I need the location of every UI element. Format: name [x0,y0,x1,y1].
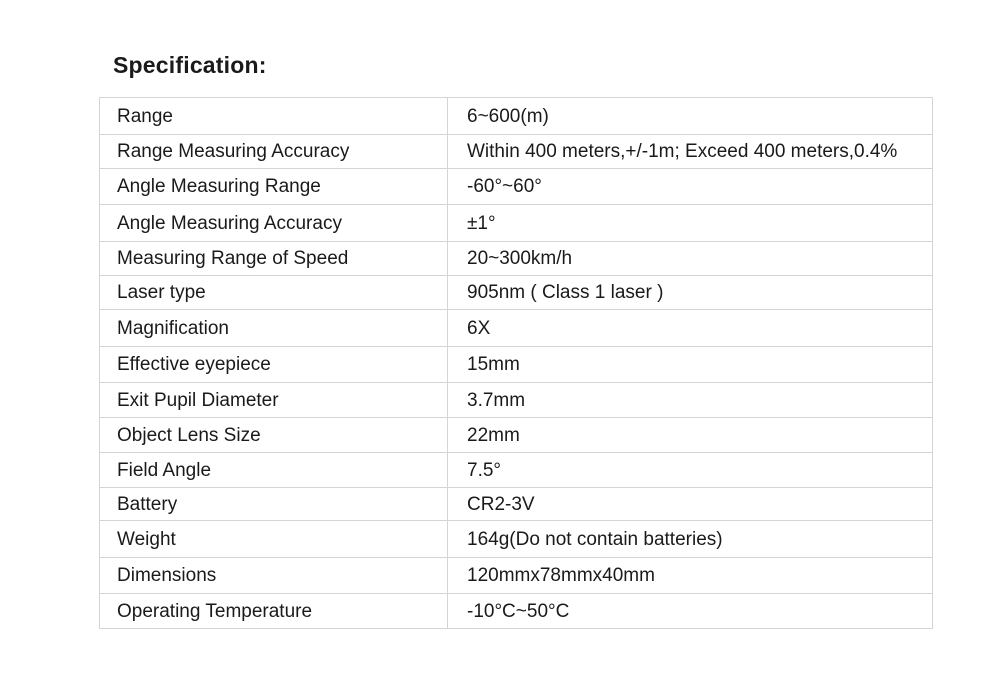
spec-label: Range [100,98,448,135]
spec-label: Dimensions [100,558,448,594]
spec-label: Weight [100,521,448,558]
spec-value: 905nm ( Class 1 laser ) [448,276,933,310]
spec-label: Battery [100,488,448,521]
spec-value: -60°~60° [448,169,933,205]
spec-label: Exit Pupil Diameter [100,383,448,418]
table-row [100,347,933,383]
table-row [100,383,933,418]
spec-label: Magnification [100,310,448,347]
spec-value: 6X [448,310,933,347]
spec-value: CR2-3V [448,488,933,521]
table-row [100,205,933,242]
table-row [100,521,933,558]
spec-label: Object Lens Size [100,418,448,453]
spec-value: 20~300km/h [448,242,933,276]
specification-table [99,97,933,629]
table-row [100,169,933,205]
spec-value: -10°C~50°C [448,594,933,629]
table-row [100,418,933,453]
spec-value: 15mm [448,347,933,383]
spec-label: Angle Measuring Range [100,169,448,205]
table-row [100,594,933,629]
spec-label: Effective eyepiece [100,347,448,383]
spec-label: Laser type [100,276,448,310]
spec-value: 164g(Do not contain batteries) [448,521,933,558]
spec-value: 120mmx78mmx40mm [448,558,933,594]
table-row [100,242,933,276]
spec-label: Angle Measuring Accuracy [100,205,448,242]
spec-value: ±1° [448,205,933,242]
spec-value: Within 400 meters,+/-1m; Exceed 400 meters,0.4% [448,135,933,169]
table-row [100,98,933,135]
table-row [100,276,933,310]
table-row [100,135,933,169]
spec-value: 3.7mm [448,383,933,418]
table-row [100,488,933,521]
table-row [100,310,933,347]
spec-label: Range Measuring Accuracy [100,135,448,169]
table-row [100,453,933,488]
spec-label: Operating Temperature [100,594,448,629]
spec-label: Measuring Range of Speed [100,242,448,276]
spec-value: 22mm [448,418,933,453]
page-title: Specification: [113,52,267,78]
table-row [100,558,933,594]
spec-value: 6~600(m) [448,98,933,135]
spec-label: Field Angle [100,453,448,488]
spec-value: 7.5° [448,453,933,488]
